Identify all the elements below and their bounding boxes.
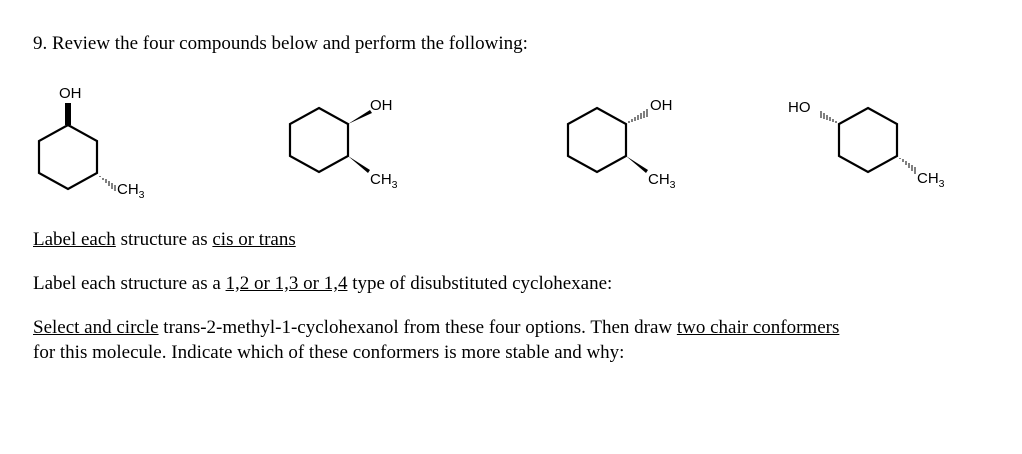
wedge-bond	[626, 156, 648, 173]
wedge-bond	[348, 156, 370, 173]
question-title: 9. Review the four compounds below and perform the following:	[33, 33, 528, 54]
task1-underlined-2: cis or trans	[212, 229, 296, 250]
task3-underlined: Select and circle	[33, 317, 159, 338]
wedge-bond	[348, 110, 372, 124]
task1-underlined: Label each	[33, 229, 116, 250]
task-cis-trans: Label each structure as cis or trans	[33, 229, 296, 250]
hash-bond	[97, 173, 115, 191]
ho-label: HO	[788, 99, 811, 116]
task-select-circle: Select and circle trans-2-methyl-1-cyclohexanol from these four options. Then draw two chair conformers for this molecule. Indicate which of these conformers is more stable and why:	[33, 317, 840, 363]
ch3-label: $CH_3$	[370, 171, 398, 191]
ch3-label: $CH_3$	[117, 181, 145, 201]
oh-label: OH	[370, 97, 393, 114]
oh-label: OH	[59, 85, 82, 102]
structures-figure	[0, 0, 1022, 215]
structure-3	[568, 97, 676, 191]
task2-underlined: 1,2 or 1,3 or 1,4	[225, 273, 348, 294]
hash-bond	[629, 109, 647, 123]
oh-label: OH	[650, 97, 673, 114]
task-substitution-type: Label each structure as a 1,2 or 1,3 or 1,4 type of disubstituted cyclohexane:	[33, 273, 613, 294]
structure-1	[39, 85, 145, 201]
ch3-label: $CH_3$	[648, 171, 676, 191]
structure-4	[788, 99, 945, 190]
hash-bond	[821, 111, 836, 123]
task3-underlined-2: two chair conformers	[676, 317, 840, 338]
ch3-label: $CH_3$	[917, 170, 945, 190]
hash-bond	[900, 158, 915, 174]
wedge-bond	[65, 103, 71, 125]
structure-2	[290, 97, 398, 191]
